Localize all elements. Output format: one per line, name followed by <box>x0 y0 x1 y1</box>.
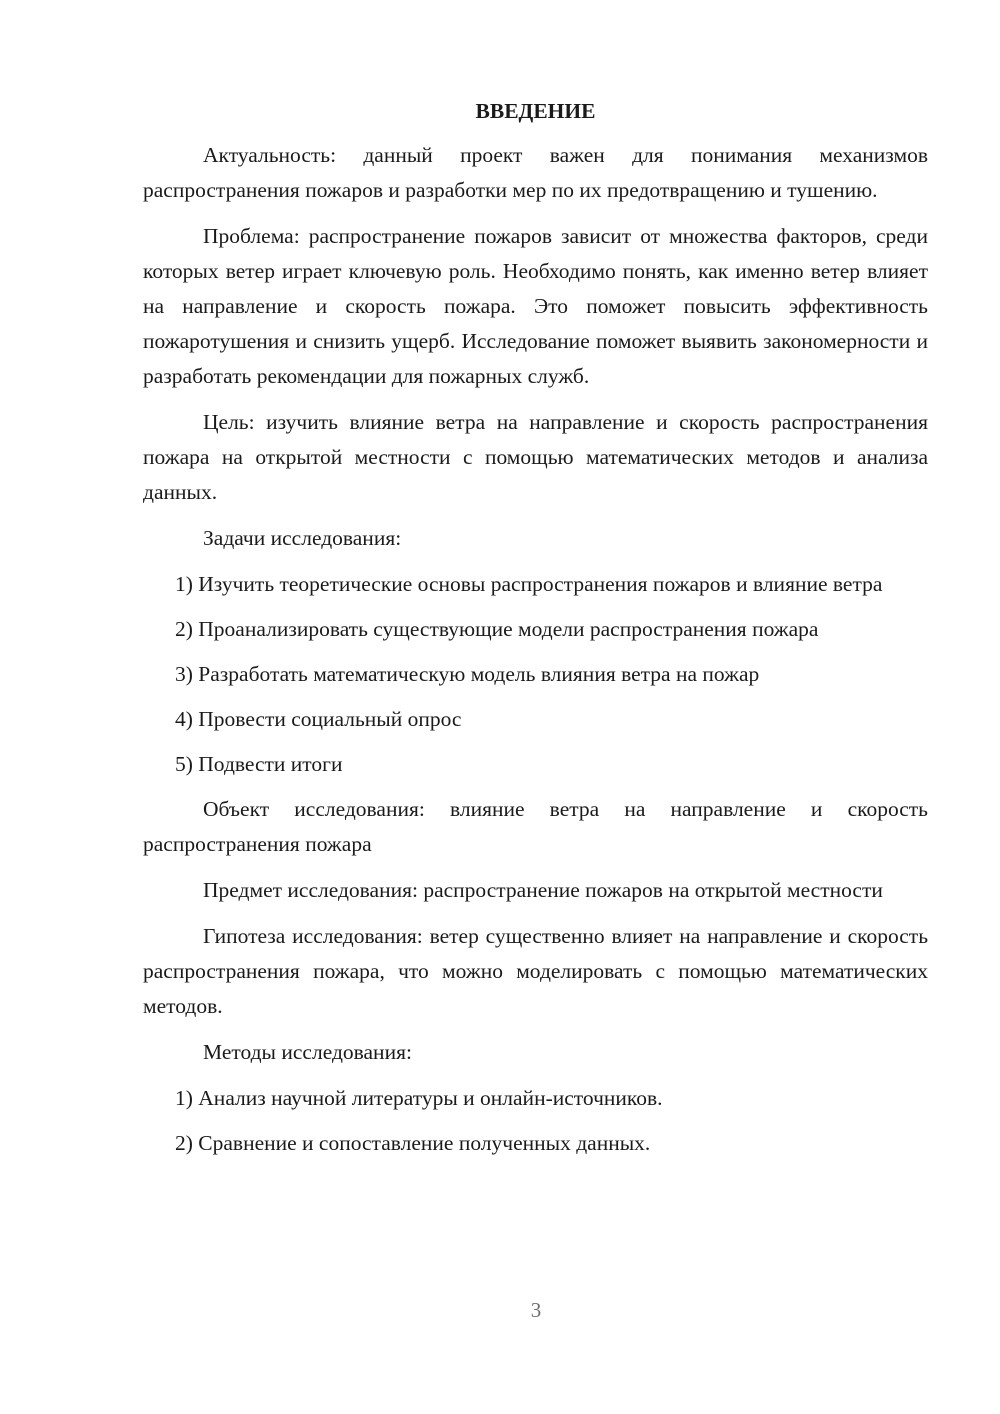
tasks-heading: Задачи исследования: <box>203 526 402 550</box>
paragraph-hypothesis: Гипотеза исследования: ветер существенно влияет на направление и скорость распространения пожара, что можно моделировать с помощью математических методов. <box>143 924 928 1018</box>
list-item: 1) Изучить теоретические основы распространения пожаров и влияние ветра <box>175 572 883 596</box>
methods-heading: Методы исследования: <box>203 1040 412 1064</box>
list-item: 2) Проанализировать существующие модели распространения пожара <box>175 617 819 641</box>
document-page <box>143 96 928 1171</box>
paragraph-problem: Проблема: распространение пожаров зависит от множества факторов, среди которых ветер играет ключевую роль. Необходимо понять, как именно ветер влияет на направление и скорость пожара. Это поможет повысить эффективность пожаротушения и снизить ущерб. Исследование поможет выявить закономерности и разработать рекомендации для пожарных служб. <box>143 224 928 388</box>
list-item: 5) Подвести итоги <box>175 752 343 776</box>
list-item: 4) Провести социальный опрос <box>175 707 462 731</box>
methods-list <box>143 1081 928 1161</box>
page-number: 3 <box>530 1298 542 1322</box>
paragraph-relevance: Актуальность: данный проект важен для понимания механизмов распространения пожаров и разработки мер по их предотвращению и тушению. <box>143 143 928 202</box>
paragraph-object: Объект исследования: влияние ветра на направление и скорость распространения пожара <box>143 797 928 856</box>
paragraph-subject: Предмет исследования: распространение пожаров на открытой местности <box>203 878 883 902</box>
section-title: ВВЕДЕНИЕ <box>475 99 596 123</box>
list-item: 2) Сравнение и сопоставление полученных данных. <box>175 1131 651 1155</box>
list-item: 3) Разработать математическую модель влияния ветра на пожар <box>175 662 760 686</box>
paragraph-goal: Цель: изучить влияние ветра на направление и скорость распространения пожара на открытой местности с помощью математических методов и анализа данных. <box>143 410 928 504</box>
list-item: 1) Анализ научной литературы и онлайн-источников. <box>175 1086 663 1110</box>
tasks-list <box>143 567 928 782</box>
